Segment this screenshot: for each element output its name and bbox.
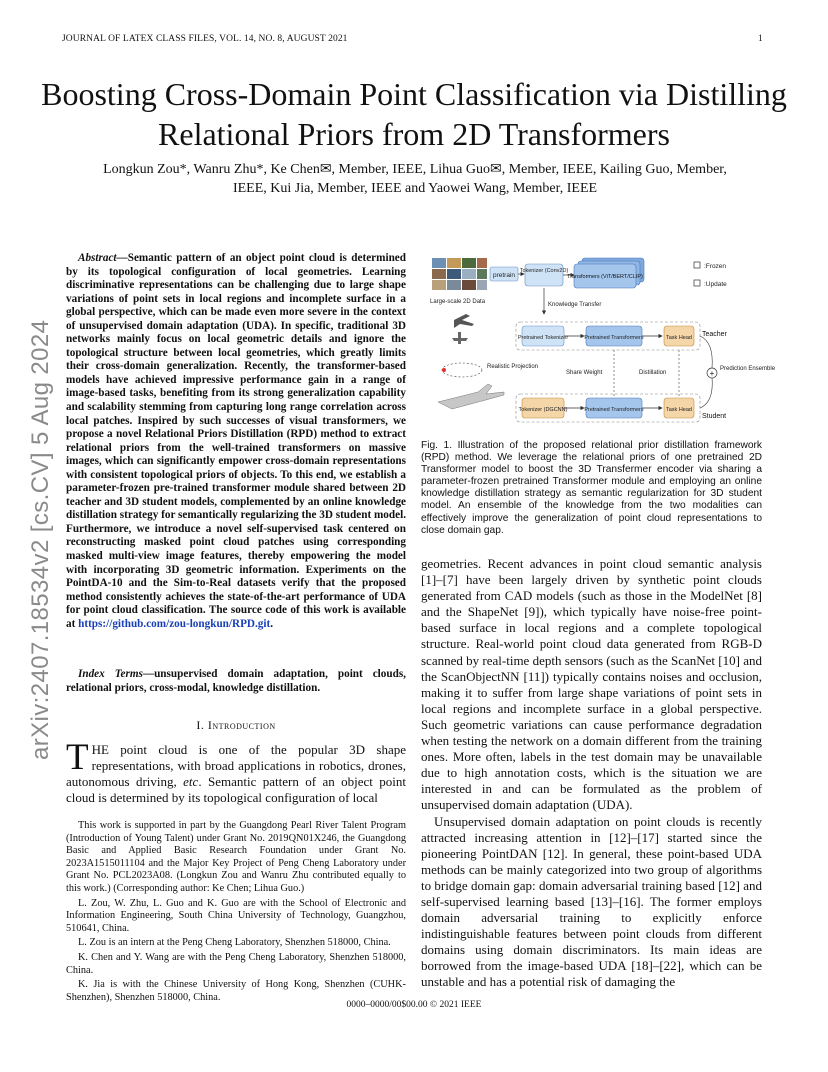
airplane-icon xyxy=(454,314,474,328)
teacher-task-head-label: Task Head xyxy=(666,335,692,341)
student-task-head-label: Task Head xyxy=(666,407,692,413)
footnote-funding: This work is supported in part by the Guangdong Pearl River Talent Program (Introduction of Young Talent) under Grant No. 2019QN01X246, the Guangdong Basic and Applied Basic Research Foundation under Grant No. 2023A1515011104 and the Major Key Project of Peng Cheng Laboratory under Grant No. PCL2023A08. (Longkun Zou and Wanru Zhu contributed equally to this work.) (Corresponding author: Ke Chen; Lihua Guo.) xyxy=(66,820,406,894)
airplane-icon xyxy=(452,332,468,344)
intro-text-b: . Semantic pattern of an object point cloud is determined by its topological configuration of local xyxy=(66,774,406,806)
figure-caption: Fig. 1. Illustration of the proposed relational prior distillation framework (RPD) method. We leverage the relational priors of one pretrained 2D Transformer model to boost the 3D Transfermer encoder via sharing a parameter-frozen pretrained Transformer module and employing an online knowledge distillation strategy as semantic regularization for 3D student model. An ensemble of the knowledge from the two modalities can effectively improve the generalization of point cloud representations to close domain gap. xyxy=(421,440,762,536)
arrow-ensemble-bottom xyxy=(700,378,712,408)
figure-1-diagram xyxy=(424,252,776,430)
paragraph-geometries: geometries. Recent advances in point cloud semantic analysis [1]–[7] have been largely driven by synthetic point clouds generated from CAD models (such as those in the ModelNet [8] and the ShapeNet [9]), which typically have noise-free point-based surface in local regions and a complete topological structure. Real-world point cloud data generated from RGB-D scanned by real-time depth sensors (such as the ScanNet [10] and the ScanObjectNN [11]) typically contains noises and occlusion, making it to suffer from large shape variations of point sets in local regions and incomplete surface in a global perspective. Such geometric variations can cause performance degradation when testing the network on a domain different from the training ones. More often, labels in the test domain may be unavailable due to high annotation costs, which is the situation we are interested in and can be formulated as the problem of unsupervised domain adaptation (UDA). xyxy=(421,556,762,813)
student-label: Student xyxy=(702,413,727,420)
footnote-pengcheng: K. Chen and Y. Wang are with the Peng Cheng Laboratory, Shenzhen 518000, China. xyxy=(66,951,406,976)
prediction-ensemble-label: Prediction Ensemble xyxy=(720,366,776,372)
section-heading-introduction xyxy=(66,718,406,733)
section-heading-text: I. Introduction xyxy=(196,718,276,732)
svg-text:+: + xyxy=(709,369,715,378)
realistic-projection-label: Realistic Projection xyxy=(487,364,539,370)
pretrain-label: pretrain xyxy=(492,272,516,279)
image-thumbnails xyxy=(432,258,487,290)
copyright-line: 0000–0000/00$00.00 © 2021 IEEE xyxy=(346,1000,482,1010)
large-scale-label: Large-scale 2D Data xyxy=(430,299,486,305)
running-head: JOURNAL OF LATEX CLASS FILES, VOL. 14, NO. 8, AUGUST 2021 xyxy=(62,34,348,44)
teacher-label: Teacher xyxy=(702,331,727,338)
intro-paragraph xyxy=(66,737,406,806)
tokenizer-dgcnn-label: Tokenizer (DGCNN) xyxy=(518,407,568,413)
footnote-intern: L. Zou is an intern at the Peng Cheng Laboratory, Shenzhen 518000, China. xyxy=(78,937,391,949)
share-weight-label: Share Weight xyxy=(566,370,603,376)
footnotes xyxy=(66,820,406,1004)
paper-title: Boosting Cross-Domain Point Classification via Distilling Relational Priors from 2D Transformers xyxy=(41,76,787,152)
body-text-right xyxy=(421,556,762,991)
abstract-end: . xyxy=(270,617,274,630)
camera-point xyxy=(442,368,446,372)
distillation-label: Distillation xyxy=(639,370,667,376)
abstract xyxy=(66,252,406,631)
index-terms-label: Index Terms xyxy=(78,668,143,680)
pretrained-tokenizer-label: Pretrained Tokenizer xyxy=(517,335,569,341)
source-code-link[interactable]: https://github.com/zou-longkun/RPD.git xyxy=(78,617,271,630)
knowledge-transfer-label: Knowledge Transfer xyxy=(548,302,602,308)
arrow-ensemble-top xyxy=(700,336,712,368)
abstract-label: Abstract— xyxy=(78,252,128,264)
footnote-cuhk: K. Jia is with the Chinese University of Hong Kong, Shenzhen (CUHK-Shenzhen), Shenzhen 518000, China. xyxy=(66,979,406,1003)
page-number: 1 xyxy=(758,34,763,44)
frozen-label: :Frozen xyxy=(704,263,727,270)
lock-icon xyxy=(694,262,700,268)
index-terms xyxy=(66,668,406,695)
tokenizer-conv2d-label: Tokenizer (Conv2D) xyxy=(519,268,569,274)
footnote-affiliation: L. Zou, W. Zhu, L. Guo and K. Guo are with the School of Electronic and Information Engineering, South China University of Technology, Guangzhou, 510641, China. xyxy=(66,897,406,934)
update-label: :Update xyxy=(704,281,727,288)
projection-orbit xyxy=(442,363,482,377)
unlock-icon xyxy=(694,280,700,286)
pretrained-transformers-label: Pretrained Transformers xyxy=(584,335,644,341)
intro-lead: HE xyxy=(91,742,109,757)
author-list: Longkun Zou*, Wanru Zhu*, Ke Chen✉, Member, IEEE, Lihua Guo✉, Member, IEEE, Kailing Guo, Member, IEEE, Kui Jia, Member, IEEE and Yaowei Wang, Member, IEEE xyxy=(103,162,727,196)
paragraph-uda: Unsupervised domain adaptation on point clouds is recently attracted increasing attention in [12]–[17] started since the pioneering PointDAN [12]. In general, these point-based UDA methods can be mainly categorized into two group of algorithms to bridge domain gap: domain adversarial training based [12] and self-supervised learning based [13]–[16]. The former employs domain adversarial training to explicitly enforce indistinguishable features between point clouds from different domains using domain discriminators. Its main ideas are borrowed from the image-based UDA [18]–[22], which can be unstable and has a potential risk of damaging the xyxy=(421,813,762,990)
arxiv-stamp xyxy=(12,290,54,760)
student-transformers-label: Pretrained Transformers xyxy=(584,407,644,413)
intro-text-a: point cloud is one of the popular 3D shape representations, with broad applications in robotics, drones, autonomous driving, xyxy=(66,742,406,790)
transformers-top-label: Transformers (ViT/BERT/CLIP) xyxy=(567,274,643,280)
index-terms-text: —unsupervised domain adaptation, point clouds, relational priors, cross-modal, knowledge distillation. xyxy=(66,668,406,694)
intro-etc: etc xyxy=(183,774,199,790)
airplane-point-cloud-icon xyxy=(438,384,504,409)
arxiv-stamp-text: arXiv:2407.18534v2 [cs.CV] 5 Aug 2024 xyxy=(27,319,54,760)
drop-cap: T xyxy=(66,737,89,778)
abstract-text: Semantic pattern of an object point cloud is determined by its topological configuration of local geometries. Learning discriminative representations can be challenging due to large shape variations of point sets in local regions and incomplete surface in a global perspective, which can be made even more severe in the context of unsupervised domain adaptation (UDA). In specific, traditional 3D networks mainly focus on local geometric details and ignore the topological structure between local geometries, which greatly limits their cross-domain generalization. Recently, the transformer-based models have achieved impressive performance gain in a range of image-based tasks, benefiting from its strong generalization capability and scalability stemming from capturing long range correlation across local patches. Inspired by such successes of visual transformers, we propose a novel Relational Priors Distillation (RPD) method to extract relational priors from the well-trained transformers on massive images, which can significantly empower cross-domain representations with consistent topological priors of objects. To this end, we establish a parameter-frozen pre-trained transformer module shared between 2D teacher and 3D student models, complemented by an online knowledge distillation strategy for semantically regularizing the 3D student model. Furthermore, we introduce a novel self-supervised task centered on reconstructing masked point cloud patches using corresponding masked multi-view image features, thereby empowering the model with incorporating 3D geometric information. Experiments on the PointDA-10 and the Sim-to-Real datasets verify that the proposed method consistently achieves the state-of-the-art performance of UDA for point cloud classification. The source code of this work is available at xyxy=(66,252,406,630)
